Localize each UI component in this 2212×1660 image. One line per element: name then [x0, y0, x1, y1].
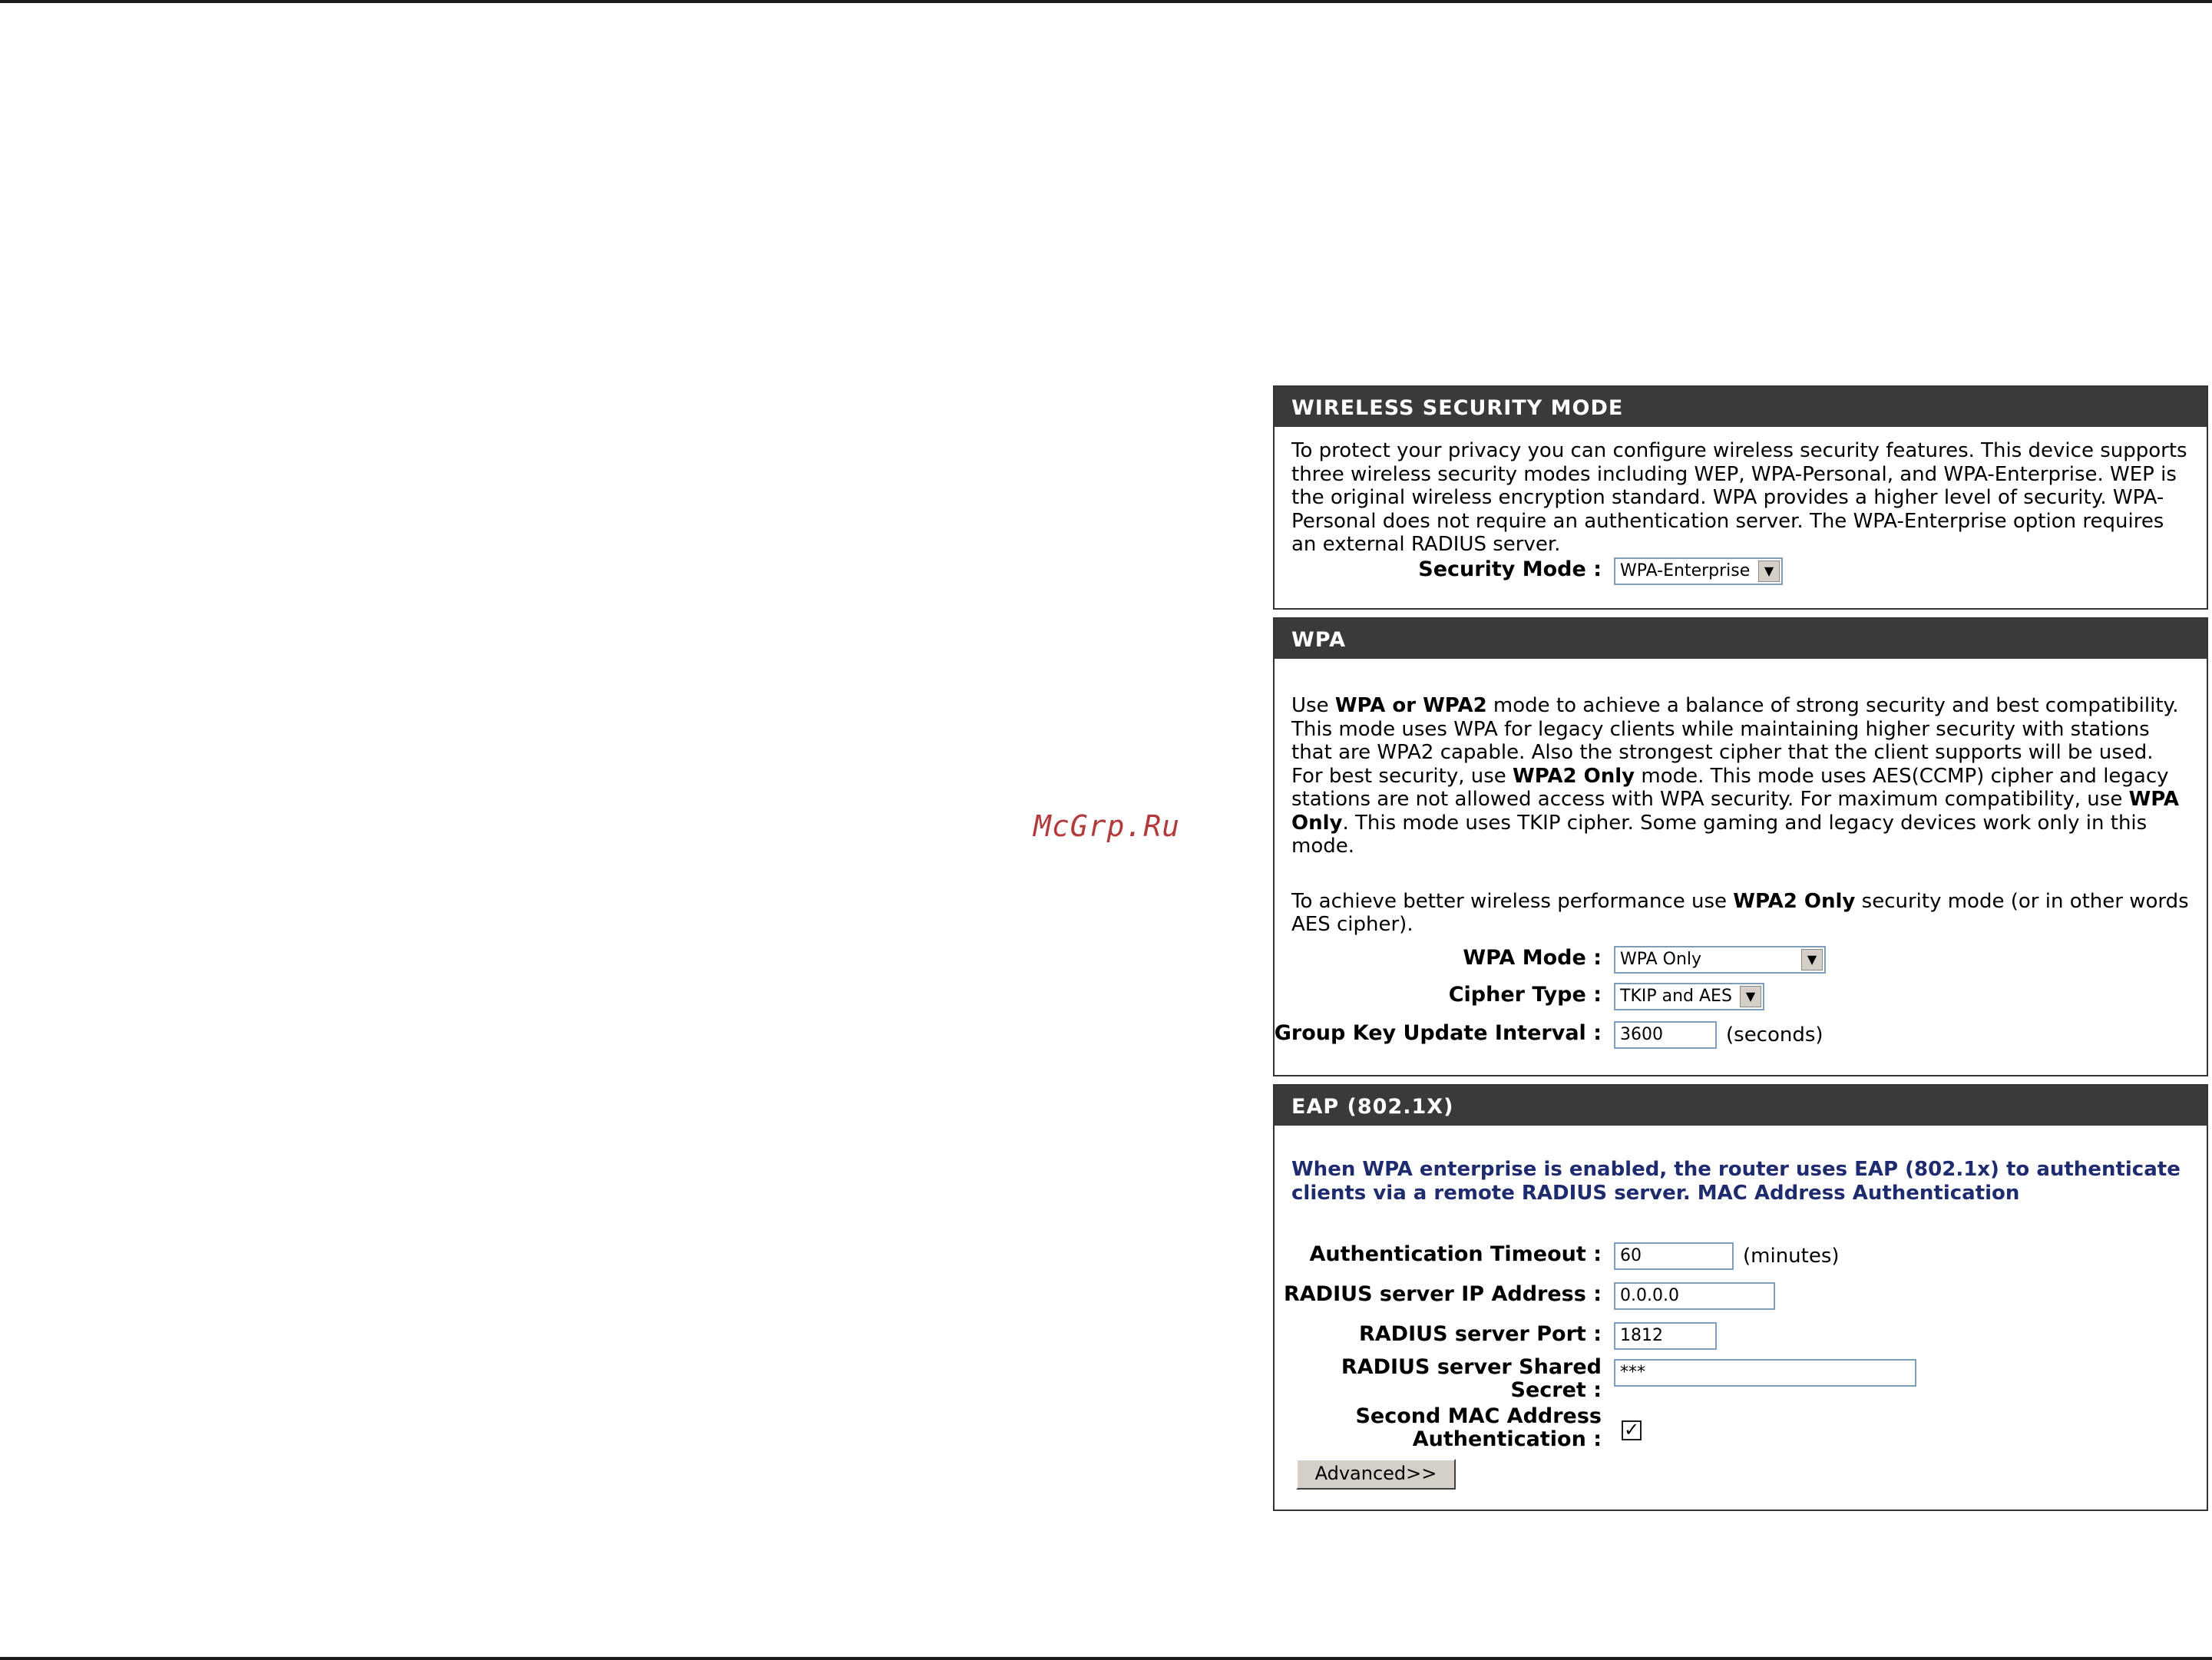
wpa-mode-select[interactable] [1614, 946, 1826, 974]
radius-port-label: RADIUS server Port : [1359, 1322, 1602, 1346]
chevron-down-icon[interactable]: ▼ [1740, 986, 1761, 1007]
watermark-text: McGrp.Ru [1033, 809, 1181, 843]
radius-ip-input[interactable]: 0.0.0.0 [1614, 1282, 1775, 1310]
panel-title: EAP (802.1X) [1275, 1086, 2207, 1126]
cipher-type-select[interactable] [1614, 983, 1764, 1010]
group-key-interval-label: Group Key Update Interval : [1274, 1021, 1602, 1045]
security-mode-label: Security Mode : [1418, 557, 1602, 581]
advanced-button[interactable]: Advanced>> [1296, 1459, 1456, 1490]
eap-description: When WPA enterprise is enabled, the router uses EAP (802.1x) to authenticate clients via a remote RADIUS server. MAC Address Authentication [1291, 1158, 2181, 1205]
eap-panel [1273, 1084, 2208, 1511]
cipher-type-value: TKIP and AES [1620, 987, 1732, 1006]
wpa-mode-label: WPA Mode : [1463, 946, 1602, 970]
security-mode-description: To protect your privacy you can configure wireless security features. This device supports three wireless security modes including WEP, WPA-Personal, and WPA-Enterprise. WEP is the original wireless encryption standard. WPA provides a higher level of security. WPA-Personal does not require an authentication server. The WPA-Enterprise option requires an external RADIUS server. [1291, 439, 2187, 556]
second-mac-auth-label: Second MAC Address Authentication : [1355, 1404, 1602, 1451]
wpa-mode-value: WPA Only [1620, 950, 1702, 969]
second-mac-auth-checkbox[interactable]: ✓ [1622, 1420, 1642, 1440]
cipher-type-label: Cipher Type : [1448, 983, 1602, 1007]
radius-port-input[interactable]: 1812 [1614, 1322, 1717, 1350]
group-key-interval-input[interactable]: 3600 [1614, 1021, 1717, 1049]
chevron-down-icon[interactable]: ▼ [1758, 560, 1780, 582]
panel-title: WIRELESS SECURITY MODE [1275, 387, 2207, 427]
wpa-panel [1273, 617, 2208, 1076]
bottom-rule [0, 1657, 2212, 1660]
chevron-down-icon[interactable]: ▼ [1801, 949, 1823, 971]
panel-title: WPA [1275, 619, 2207, 659]
radius-secret-label: RADIUS server Shared Secret : [1341, 1355, 1602, 1402]
top-rule [0, 0, 2212, 3]
radius-secret-input[interactable]: *** [1614, 1359, 1916, 1387]
security-mode-select[interactable] [1614, 557, 1783, 585]
auth-timeout-label: Authentication Timeout : [1309, 1242, 1602, 1266]
auth-timeout-input[interactable]: 60 [1614, 1242, 1734, 1270]
security-mode-value: WPA-Enterprise [1620, 561, 1751, 580]
wpa-performance-note: To achieve better wireless performance use WPA2 Only security mode (or in other words AES cipher). [1291, 889, 2189, 936]
wpa-description: Use WPA or WPA2 mode to achieve a balance of strong security and best compatibility. This mode uses WPA for legacy clients while maintaining higher security with stations that are WPA2 capable. Also the strongest cipher that the client supports will be used. For best security, use WPA2 Only mode. This mode uses AES(CCMP) cipher and legacy stations are not allowed access with WPA security. For maximum compatibility, use WPA Only. This mode uses TKIP cipher. Some gaming and legacy devices work only in this mode. [1291, 694, 2180, 858]
seconds-unit: (seconds) [1726, 1023, 1823, 1047]
wireless-security-mode-panel [1273, 385, 2208, 610]
minutes-unit: (minutes) [1743, 1245, 1840, 1268]
radius-ip-label: RADIUS server IP Address : [1284, 1282, 1602, 1306]
